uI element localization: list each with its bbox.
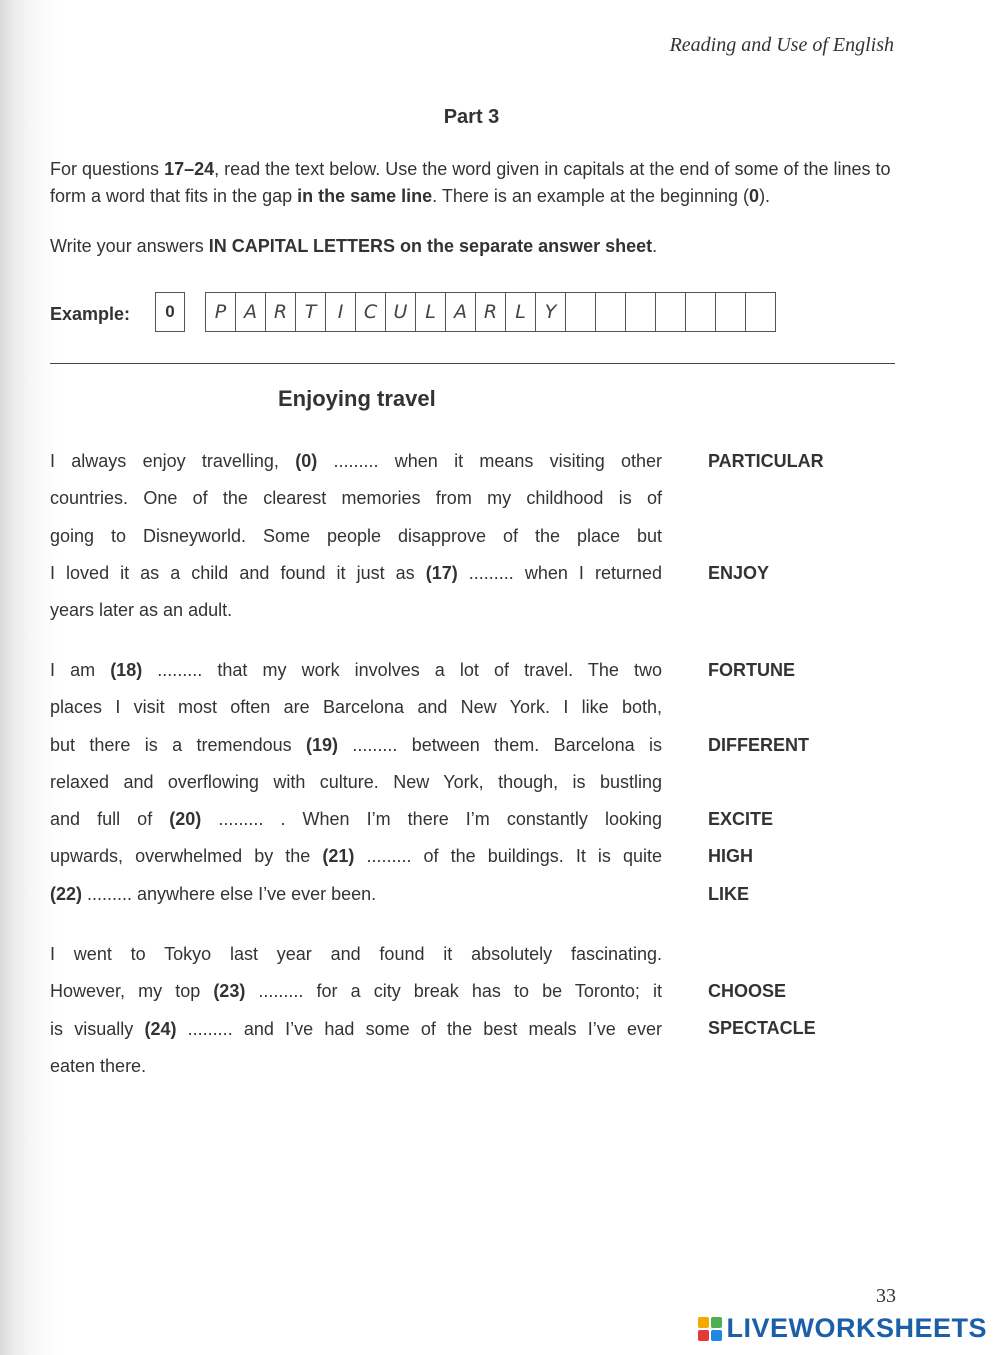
- example-letter-box: [656, 292, 686, 332]
- example-letter-box: [686, 292, 716, 332]
- liveworksheets-brand: [698, 1313, 987, 1344]
- story-line: upwards, overwhelmed by the (21) ......... of the buildings. It is quite: [50, 846, 662, 867]
- story-line: I always enjoy travelling, (0) ......... when it means visiting other: [50, 451, 663, 471]
- story-line: places I visit most often are Barcelona and New York. I like both,: [50, 697, 662, 718]
- divider-line: [50, 363, 895, 364]
- keyword-excite: EXCITE: [708, 809, 774, 829]
- keyword-fortune: FORTUNE: [708, 660, 795, 680]
- example-letter-box: [716, 292, 746, 332]
- example-letter-box: C: [356, 292, 386, 332]
- example-letter-box: R: [476, 292, 506, 332]
- example-letter-box: I: [326, 292, 356, 332]
- story-line: I loved it as a child and found it just as (17) ......... when I returned: [50, 562, 662, 583]
- example-answer-boxes: [205, 292, 776, 332]
- example-letter-box: [566, 292, 596, 332]
- story-line: I went to Tokyo last year and found it absolutely fascinating.: [50, 944, 662, 964]
- logo-square: [711, 1330, 722, 1341]
- example-letter-box: A: [236, 292, 266, 332]
- story-line: However, my top (23) ......... for a city break has to be Toronto; it: [50, 981, 662, 1002]
- story-line: (22) ......... anywhere else I’ve ever been.: [50, 883, 377, 904]
- page-number: 33: [876, 1285, 896, 1307]
- story-line: and full of (20) ......... . When I’m there I’m constantly looking: [50, 809, 663, 830]
- example-letter-box: P: [206, 292, 236, 332]
- example-letter-box: [626, 292, 656, 332]
- story-line: I am (18) ......... that my work involves a lot of travel. The two: [50, 660, 662, 680]
- example-letter-box: A: [446, 292, 476, 332]
- story-line: countries. One of the clearest memories from my childhood is of: [50, 488, 662, 509]
- keyword-choose: CHOOSE: [708, 981, 787, 1001]
- keyword-like: LIKE: [708, 884, 750, 904]
- keyword-different: DIFFERENT: [708, 735, 809, 755]
- instructions-paragraph-2: Write your answers IN CAPITAL LETTERS on the separate answer sheet.: [50, 236, 658, 256]
- example-letter-box: L: [506, 292, 536, 332]
- logo-square: [698, 1317, 709, 1328]
- logo-square: [711, 1317, 722, 1328]
- example-letter-box: L: [416, 292, 446, 332]
- instructions-paragraph-1: For questions 17–24, read the text below. Use the word given in capitals at the end of some of the lines to form a word that fits in the gap in the same line. There is an example at the beginning (0).: [50, 159, 891, 206]
- story-line: relaxed and overflowing with culture. New York, though, is bustling: [50, 771, 662, 792]
- story-title: Enjoying travel: [278, 386, 436, 411]
- example-number-box: 0: [155, 292, 185, 332]
- story-paragraph-3: [50, 936, 662, 1085]
- example-letter-box: R: [266, 292, 296, 332]
- keyword-spectacle: SPECTACLE: [708, 1018, 816, 1038]
- example-label: Example:: [50, 304, 131, 324]
- part-title: Part 3: [443, 106, 500, 128]
- example-letter-box: [746, 292, 776, 332]
- keyword-high: HIGH: [708, 846, 753, 866]
- example-letter-box: [596, 292, 626, 332]
- brand-name: LIVEWORKSHEETS: [726, 1313, 987, 1343]
- keyword-particular: PARTICULAR: [708, 451, 824, 471]
- keyword-enjoy: ENJOY: [708, 563, 770, 583]
- example-letter-box: Y: [536, 292, 566, 332]
- story-line: is visually (24) ......... and I’ve had some of the best meals I’ve ever: [50, 1018, 662, 1039]
- liveworksheets-logo-icon: [698, 1317, 722, 1341]
- section-header: Reading and Use of English: [669, 34, 894, 56]
- story-line: years later as an adult.: [50, 600, 233, 621]
- example-letter-box: T: [296, 292, 326, 332]
- story-line: but there is a tremendous (19) ......... between them. Barcelona is: [50, 734, 662, 755]
- story-paragraph-2: [50, 652, 662, 913]
- logo-square: [698, 1330, 709, 1341]
- story-paragraph-1: [50, 443, 662, 629]
- example-letter-box: U: [386, 292, 416, 332]
- story-line: eaten there.: [50, 1055, 147, 1076]
- story-line: going to Disneyworld. Some people disapprove of the place but: [50, 525, 662, 546]
